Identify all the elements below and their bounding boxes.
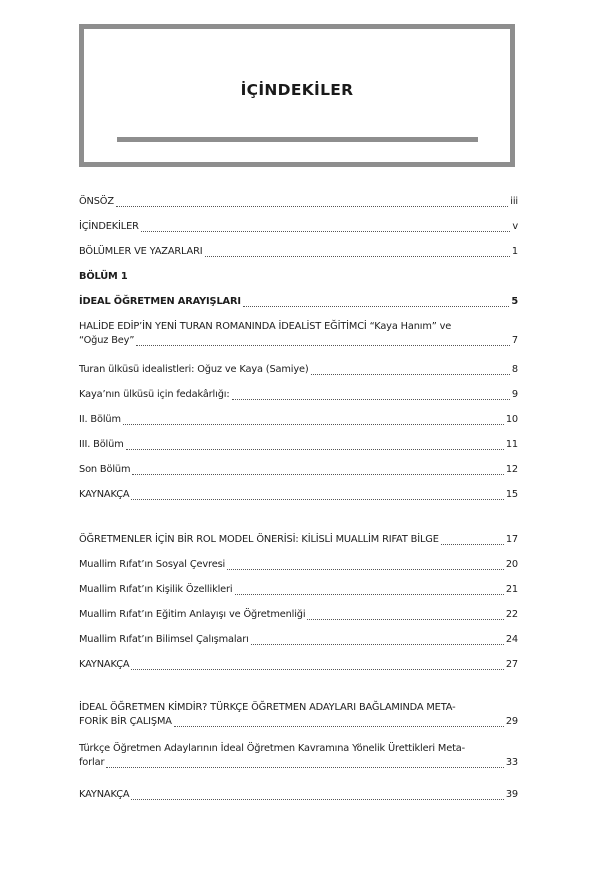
toc-label-line1: HALİDE EDİP’İN YENİ TURAN ROMANINDA İDEALİST EĞİTİMCİ “Kaya Hanım” ve bbox=[79, 321, 452, 332]
toc-page: 12 bbox=[505, 464, 518, 475]
toc-page: 27 bbox=[505, 659, 518, 670]
toc-entry-ch1[interactable] bbox=[79, 320, 518, 352]
toc-label: ÖNSÖZ bbox=[79, 196, 114, 207]
toc-page: 5 bbox=[511, 296, 518, 307]
toc-page: 10 bbox=[505, 414, 518, 425]
toc-entry-ch3-sub[interactable] bbox=[79, 742, 518, 774]
toc-page: 33 bbox=[505, 757, 518, 768]
toc-leader bbox=[131, 489, 503, 500]
toc-label: BÖLÜMLER VE YAZARLARI bbox=[79, 246, 203, 257]
toc-leader bbox=[307, 609, 503, 620]
toc-entry-ch1-item[interactable] bbox=[79, 387, 518, 403]
toc-label: Muallim Rıfat’ın Sosyal Çevresi bbox=[79, 559, 226, 570]
toc-label: Son Bölüm bbox=[79, 464, 131, 475]
toc-entry-ch2-item[interactable] bbox=[79, 557, 518, 573]
title-rule bbox=[117, 137, 478, 142]
toc-leader bbox=[123, 414, 504, 425]
toc-entry-ch2-kaynakca[interactable] bbox=[79, 657, 518, 673]
toc-entry-bolumler[interactable] bbox=[79, 244, 518, 260]
toc-label: II. Bölüm bbox=[79, 414, 121, 425]
toc-label-line1: İDEAL ÖĞRETMEN KİMDİR? TÜRKÇE ÖĞRETMEN ADAYLARI BAĞLAMINDA META- bbox=[79, 702, 456, 713]
toc-page: 20 bbox=[505, 559, 518, 570]
toc-page: 9 bbox=[511, 389, 518, 400]
toc-page: 39 bbox=[505, 789, 518, 800]
toc-leader bbox=[132, 464, 503, 475]
toc-entry-ch1-item[interactable] bbox=[79, 437, 518, 453]
toc-page: 24 bbox=[505, 634, 518, 645]
toc-label-line2: FORİK BİR ÇALIŞMA bbox=[79, 716, 172, 727]
toc-label: KAYNAKÇA bbox=[79, 659, 130, 670]
toc-leader bbox=[174, 716, 504, 727]
toc-leader bbox=[243, 296, 509, 307]
toc-page: iii bbox=[510, 196, 518, 207]
toc-page: 29 bbox=[505, 716, 518, 727]
toc-label: Muallim Rıfat’ın Bilimsel Çalışmaları bbox=[79, 634, 249, 645]
toc-entry-ch2-item[interactable] bbox=[79, 632, 518, 648]
page-title: İÇİNDEKİLER bbox=[240, 81, 354, 99]
toc-page: 1 bbox=[511, 246, 518, 257]
toc-label: KAYNAKÇA bbox=[79, 789, 130, 800]
toc-page: 21 bbox=[505, 584, 518, 595]
toc-leader bbox=[232, 389, 510, 400]
toc-label: BÖLÜM 1 bbox=[79, 271, 128, 282]
toc-label: Muallim Rıfat’ın Eğitim Anlayışı ve Öğretmenliği bbox=[79, 609, 306, 620]
toc-part-heading bbox=[79, 269, 518, 285]
toc-entry-ch1-item[interactable] bbox=[79, 462, 518, 478]
toc-page: 8 bbox=[511, 364, 518, 375]
toc-leader bbox=[126, 439, 504, 450]
toc-entry-ch3-kaynakca[interactable] bbox=[79, 787, 518, 803]
toc-leader bbox=[441, 534, 504, 545]
toc-label: Kaya’nın ülküsü için fedakârlığı: bbox=[79, 389, 230, 400]
toc-leader bbox=[141, 221, 511, 232]
toc-page: 11 bbox=[505, 439, 518, 450]
toc-page: 7 bbox=[511, 335, 518, 346]
title-box bbox=[79, 24, 515, 167]
toc-label: İÇİNDEKİLER bbox=[79, 221, 139, 232]
toc-leader bbox=[235, 584, 504, 595]
toc-page: 17 bbox=[505, 534, 518, 545]
toc-leader bbox=[311, 364, 510, 375]
toc-entry-ch1-item[interactable] bbox=[79, 362, 518, 378]
toc-entry-ch3[interactable] bbox=[79, 701, 518, 733]
toc-entry-ch2-item[interactable] bbox=[79, 582, 518, 598]
toc-leader bbox=[131, 659, 503, 670]
toc-label: KAYNAKÇA bbox=[79, 489, 130, 500]
toc-entry-ch1-item[interactable] bbox=[79, 412, 518, 428]
toc-label: Turan ülküsü idealistleri: Oğuz ve Kaya (Samiye) bbox=[79, 364, 309, 375]
toc-leader bbox=[205, 246, 510, 257]
toc-entry-onsoz[interactable] bbox=[79, 194, 518, 210]
toc-entry-ch2-item[interactable] bbox=[79, 607, 518, 623]
toc-label-line1: Türkçe Öğretmen Adaylarının İdeal Öğretmen Kavramına Yönelik Ürettikleri Meta- bbox=[79, 743, 466, 754]
toc-page: 15 bbox=[505, 489, 518, 500]
toc-leader bbox=[106, 757, 504, 768]
toc-label-line2: “Oğuz Bey” bbox=[79, 335, 135, 346]
toc-label: İDEAL ÖĞRETMEN ARAYIŞLARI bbox=[79, 296, 241, 307]
toc-label: Muallim Rıfat’ın Kişilik Özellikleri bbox=[79, 584, 233, 595]
toc-entry-icindekiler[interactable] bbox=[79, 219, 518, 235]
toc-leader bbox=[227, 559, 504, 570]
toc-leader bbox=[251, 634, 504, 645]
toc-entry-ideal[interactable] bbox=[79, 294, 518, 310]
toc-leader bbox=[116, 196, 508, 207]
toc-label: III. Bölüm bbox=[79, 439, 124, 450]
toc-entry-ch2[interactable] bbox=[79, 532, 518, 548]
toc-entry-ch1-kaynakca[interactable] bbox=[79, 487, 518, 503]
toc-page: v bbox=[512, 221, 518, 232]
toc-label: ÖĞRETMENLER İÇİN BİR ROL MODEL ÖNERİSİ: KİLİSLİ MUALLİM RIFAT BİLGE bbox=[79, 534, 439, 545]
toc-leader bbox=[136, 335, 510, 346]
toc-page: 22 bbox=[505, 609, 518, 620]
toc-leader bbox=[131, 789, 503, 800]
toc-label-line2: forlar bbox=[79, 757, 105, 768]
